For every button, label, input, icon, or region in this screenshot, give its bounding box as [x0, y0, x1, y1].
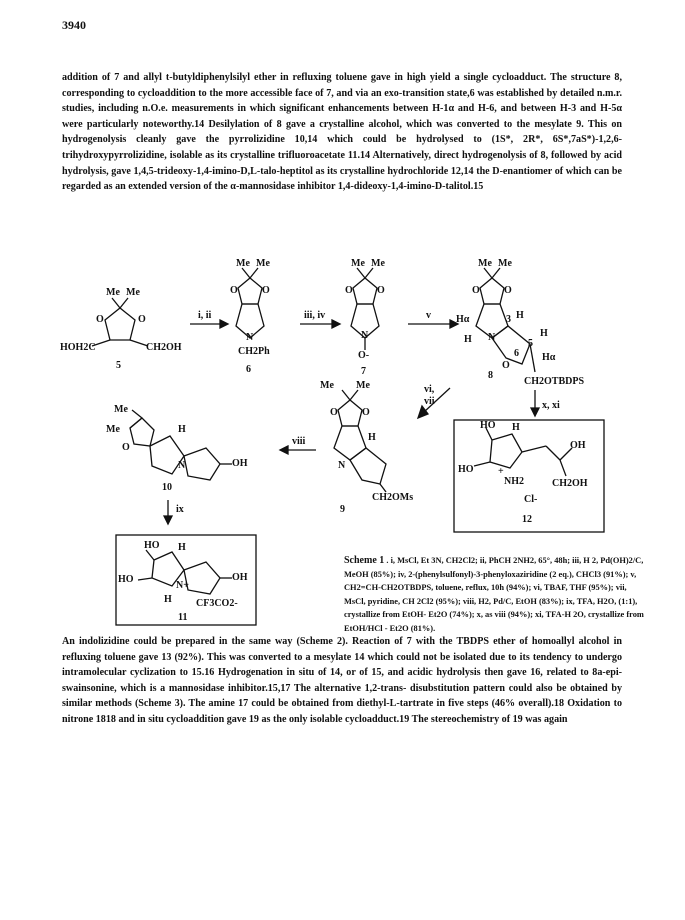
- c12-oh: OH: [570, 440, 586, 451]
- scheme-1: [60, 258, 660, 633]
- c6-ch2ph: CH2Ph: [238, 346, 270, 357]
- step-v: v: [426, 310, 431, 321]
- step-ix: ix: [176, 504, 184, 515]
- step-vii: vii: [424, 396, 435, 407]
- label-12: 12: [522, 514, 532, 525]
- c9-o-right: O: [362, 407, 370, 418]
- label-9: 9: [340, 504, 345, 515]
- compound-12-structure: [474, 428, 572, 476]
- label-6: 6: [246, 364, 251, 375]
- c12-plus: +: [498, 466, 504, 477]
- c7-o-minus: O-: [358, 350, 370, 361]
- c6-me-left: Me: [236, 258, 250, 269]
- c11-ho-left: HO: [118, 574, 134, 585]
- step-viii: viii: [292, 436, 306, 447]
- c5-me-right: Me: [126, 287, 140, 298]
- paragraph-1: addition of 7 and allyl t-butyldiphenylsilyl ether in refluxing toluene gave in high yield a single cycloadduct. The structure 8, corresponding to cycloaddition to the more accessible face of 7, and via an exo-transition state,6 was established by detailed n.m.r. studies, including n.O.e. measurements in which significant enhancements between H-1α and H-6, and between H-3 and H-5α were particularly noteworthy.14 Desilylation of 8 gave a crystalline alcohol, which was converted to the mesylate 9. This on hydrogenolysis cleanly gave the pyrrolizidine 10,14 which could be hydrolysed to (1S*, 2R*, 6S*,7aS*)-1,2,6-trihydroxypyrrolizidine, isolable as its crystalline trifluoroacetate 11.14 Alternatively, direct hydrogenolysis of 8, followed by acid hydrolysis, gave 1,4,5-trideoxy-1,4-imino-D,L-talo-heptitol as its crystalline hydrochloride 12,14 the D-enantiomer of which can be regarded as an extended version of the α-mannosidase inhibitor 1,4-dideoxy-1,4-imino-D-talitol.15: [62, 72, 622, 193]
- c11-h-top: H: [178, 542, 186, 553]
- step-vi: vi,: [424, 384, 435, 395]
- c10-h: H: [178, 424, 186, 435]
- c8-ch2otbdps: CH2OTBDPS: [524, 376, 585, 387]
- c8-num-3: 3: [506, 314, 511, 325]
- c8-o-right: O: [504, 285, 512, 296]
- c10-n: N: [178, 460, 186, 471]
- c8-num-6: 6: [514, 348, 519, 359]
- c9-me-right: Me: [356, 380, 370, 391]
- label-7: 7: [361, 366, 366, 377]
- c12-h: H: [512, 422, 520, 433]
- c10-o: O: [122, 442, 130, 453]
- page-number: 3940: [62, 18, 86, 32]
- c10-me-mid: Me: [106, 424, 120, 435]
- c6-n: N: [246, 332, 254, 343]
- c10-oh: OH: [232, 458, 248, 469]
- c11-h-bottom: H: [164, 594, 172, 605]
- compound-6-structure: [236, 268, 264, 338]
- c6-o-left: O: [230, 285, 238, 296]
- c7-o-left: O: [345, 285, 353, 296]
- c8-h-5: H: [540, 328, 548, 339]
- c5-ch2oh: CH2OH: [146, 342, 182, 353]
- c8-n: N: [488, 332, 496, 343]
- c7-o-right: O: [377, 285, 385, 296]
- label-5: 5: [116, 360, 121, 371]
- scheme-caption: [344, 554, 644, 636]
- step-x-xi: x, xi: [542, 400, 560, 411]
- c5-o-right: O: [138, 314, 146, 325]
- c11-oh: OH: [232, 572, 248, 583]
- c9-me-left: Me: [320, 380, 334, 391]
- c12-ho-top: HO: [480, 420, 496, 431]
- c10-me-top: Me: [114, 404, 128, 415]
- scheme-caption-text: . i, MsCl, Et 3N, CH2Cl2; ii, PhCH 2NH2, 65°, 48h; iii, H 2, Pd(OH)2/C, MeOH (85%); iv, 2-(phenylsulfonyl)-3-phenyloxaziridine (2 eq.), CHCl3 (91%); v, CH2=CH-CH2OTBDPS, toluene, reflux, 10h (94%); vi, TBAF, THF (95%); vii, MsCl, pyridine, CH 2Cl2 (95%); viii, H2, Pd/C, EtOH (83%); ix, TFA, H2O, (1:1), crystallize from EtOH- Et2O (74%); x, as viii (94%); xi, TFA-H 2O, crystallize from EtOH/HCl - Et2O (81%).: [344, 556, 644, 633]
- c8-o-left: O: [472, 285, 480, 296]
- scheme-caption-title: Scheme 1: [344, 555, 385, 566]
- c8-h-n: H: [464, 334, 472, 345]
- paragraph-2: An indolizidine could be prepared in the same way (Scheme 2). Reaction of 7 with the TBDPS ether of homoallyl alcohol in refluxing toluene gave 13 (92%). This was converted to a mesylate 14 which could not be isolated due to its tendency to undergo intramolecular cyclization to 15.16 Hydrogenation in situ of 14, or of 15, and acidic hydrolysis then gave 16, related to 8a-epi-swainsonine, which is a mannosidase inhibitor.15,17 The alternative 1,2-trans- disubstitution pattern could also be obtained by similar methods (Scheme 3). The amine 17 could be obtained from diethyl-L-tartrate in five steps (46% overall).18 Oxidation to nitrone 1818 and in situ cycloaddition gave 19 as the only isolable cycloadduct.19 The stereochemistry of 19 was again: [62, 636, 622, 725]
- c8-o: O: [502, 360, 510, 371]
- step-i-ii: i, ii: [198, 310, 212, 321]
- c5-me-left: Me: [106, 287, 120, 298]
- c7-me-left: Me: [351, 258, 365, 269]
- compound-9-structure: [334, 390, 386, 492]
- c6-o-right: O: [262, 285, 270, 296]
- c9-n: N: [338, 460, 346, 471]
- c9-ch2oms: CH2OMs: [372, 492, 414, 503]
- c7-me-right: Me: [371, 258, 385, 269]
- c8-h-3: H: [516, 310, 524, 321]
- c11-cf3co2: CF3CO2-: [196, 598, 238, 609]
- c7-n: N: [361, 330, 369, 341]
- c5-hoh2c: HOH2C: [60, 342, 96, 353]
- c9-o-left: O: [330, 407, 338, 418]
- c8-me-left: Me: [478, 258, 492, 269]
- c9-h: H: [368, 432, 376, 443]
- c11-n: N+: [176, 580, 189, 591]
- c5-o-left: O: [96, 314, 104, 325]
- c12-ho-left: HO: [458, 464, 474, 475]
- label-8: 8: [488, 370, 493, 381]
- label-10: 10: [162, 482, 172, 493]
- c8-h-alpha-1: Hα: [456, 314, 470, 325]
- label-11: 11: [178, 612, 188, 623]
- c12-cl: Cl-: [524, 494, 538, 505]
- c6-me-right: Me: [256, 258, 270, 269]
- c12-nh2: NH2: [504, 476, 524, 487]
- c8-me-right: Me: [498, 258, 512, 269]
- c11-ho-top: HO: [144, 540, 160, 551]
- c8-h-alpha-5: Hα: [542, 352, 556, 363]
- step-iii-iv: iii, iv: [304, 310, 326, 321]
- c12-ch2oh: CH2OH: [552, 478, 588, 489]
- c8-num-5: 5: [528, 338, 533, 349]
